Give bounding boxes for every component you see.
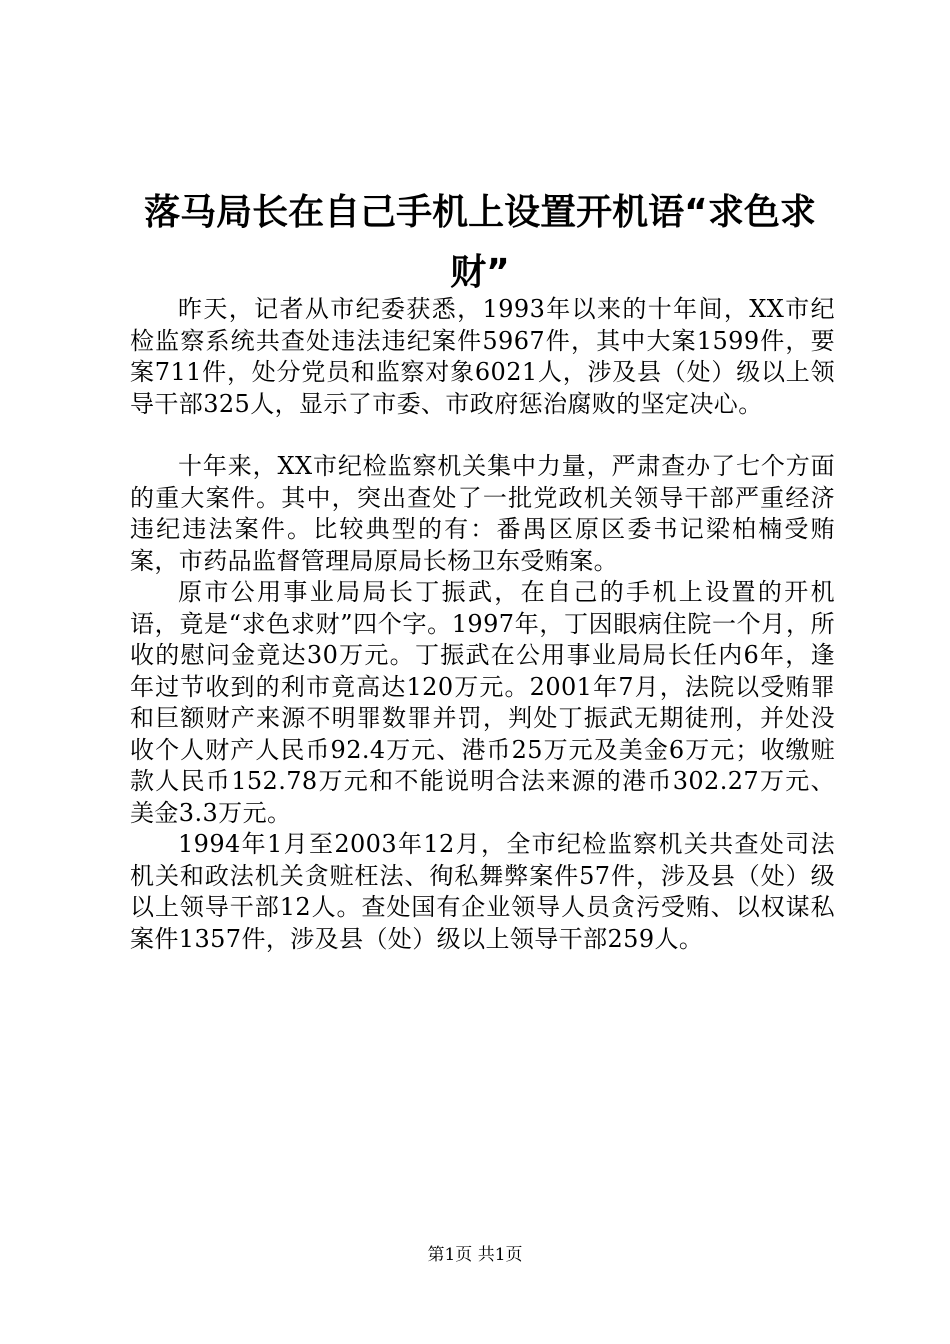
paragraph-4: 1994年1月至2003年12月，全市纪检监察机关共查处司法机关和政法机关贪赃枉法、徇私舞弊案件57件，涉及县（处）级以上领导干部12人。查处国有企业领导人员贪污受贿、以权谋私案件1357件，涉及县（处）级以上领导干部259人。 [130, 830, 835, 953]
paragraph-1: 昨天，记者从市纪委获悉，1993年以来的十年间，XX市纪检监察系统共查处违法违纪案件5967件，其中大案1599件，要案711件，处分党员和监察对象6021人，涉及县（处）级以上领导干部325人，显示了市委、市政府惩治腐败的坚定决心。 [130, 295, 835, 418]
paragraph-3: 原市公用事业局局长丁振武，在自己的手机上设置的开机语，竟是“求色求财”四个字。1997年，丁因眼病住院一个月，所收的慰问金竟达30万元。丁振武在公用事业局局长任内6年，逢年过节收到的利市竟高达120万元。2001年7月，法院以受贿罪和巨额财产来源不明罪数罪并罚，判处丁振武无期徒刑，并处没收个人财产人民币92.4万元、港币25万元及美金6万元；收缴赃款人民币152.78万元和不能说明合法来源的港币302.27万元、美金3.3万元。 [130, 578, 835, 827]
document-body [130, 294, 835, 955]
paragraph-2: 十年来，XX市纪检监察机关集中力量，严肃查办了七个方面的重大案件。其中，突出查处了一批党政机关领导干部严重经济违纪违法案件。比较典型的有：番禺区原区委书记梁柏楠受贿案，市药品监督管理局原局长杨卫东受贿案。 [130, 452, 835, 575]
document-title: 落马局长在自己手机上设置开机语“求色求财” [144, 192, 816, 293]
page-footer: 第1页 共1页 [427, 1245, 523, 1265]
